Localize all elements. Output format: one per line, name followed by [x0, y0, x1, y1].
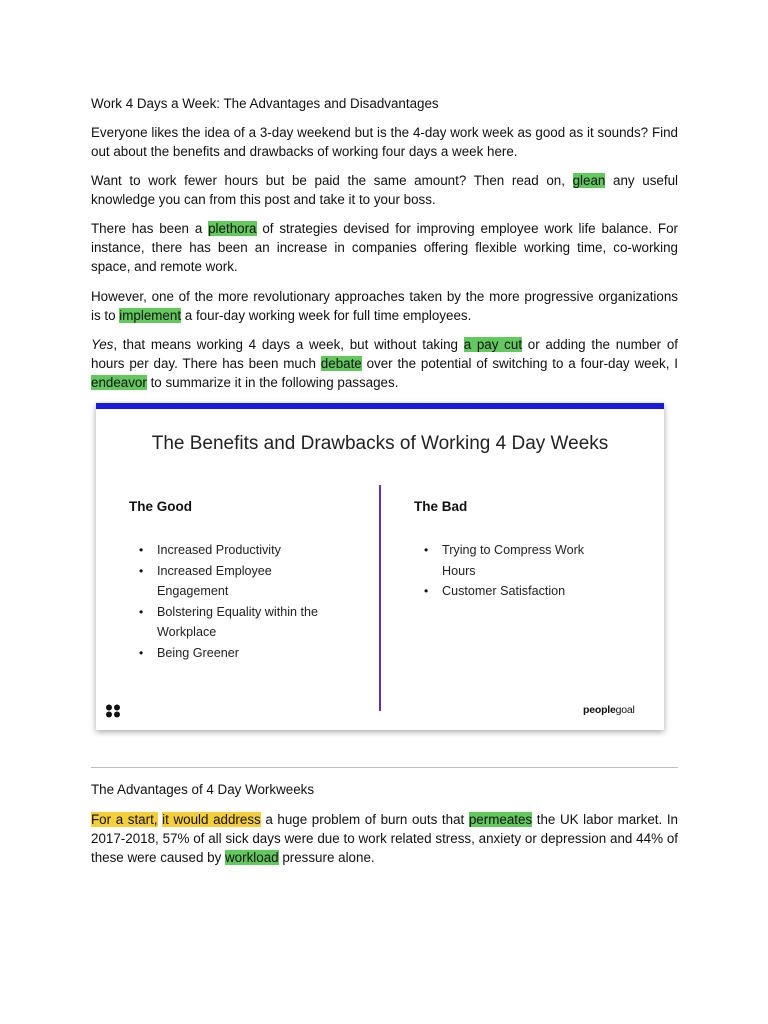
- highlighted-word: plethora: [208, 221, 257, 236]
- highlighted-word: endeavor: [91, 375, 147, 390]
- graphic-title: The Benefits and Drawbacks of Working 4 Day Weeks: [151, 433, 609, 454]
- highlighted-word: glean: [572, 173, 606, 188]
- paragraph-5: Yes, that means working 4 days a week, but without taking a pay cut or adding the number of hours per day. There has been much debate over the potential of switching to a four-day week, I endeavor to summarize it in the following passages.: [91, 337, 678, 390]
- good-list: [136, 540, 346, 664]
- paragraph-4: However, one of the more revolutionary approaches taken by the more progressive organizations is to implement a four-day working week for full time employees.: [91, 289, 678, 323]
- paragraph-6: For a start, it would address a huge problem of burn outs that permeates the UK labor market. In 2017-2018, 57% of all sick days were due to work related stress, anxiety or depression and 44% of these were caused by workload pressure alone.: [91, 812, 678, 865]
- good-list-item: • Increased Employee Engagement: [136, 561, 346, 602]
- highlighted-word: implement: [119, 308, 182, 323]
- brand-wordmark: peoplegoal: [583, 704, 635, 716]
- bad-list: [421, 540, 621, 602]
- paragraph-2: Want to work fewer hours but be paid the same amount? Then read on, glean any useful knowledge you can from this post and take it to your boss.: [91, 173, 679, 207]
- benefits-drawbacks-graphic: [96, 403, 664, 730]
- good-list-item: • Being Greener: [136, 643, 346, 664]
- bad-list-item: • Trying to Compress Work Hours: [421, 540, 621, 581]
- highlighted-word: a pay cut: [463, 337, 523, 352]
- paragraph-3: There has been a plethora of strategies devised for improving employee work life balance. For instance, there has been an increase in companies offering flexible working time, co-working space, and remote work.: [91, 221, 678, 274]
- bad-heading: The Bad: [414, 499, 468, 514]
- document-title: Work 4 Days a Week: The Advantages and Disadvantages: [91, 96, 439, 111]
- highlighted-phrase: it would address: [162, 812, 261, 827]
- column-divider: [379, 485, 381, 711]
- section-divider: [91, 767, 678, 768]
- highlighted-word: debate: [320, 356, 362, 371]
- highlighted-phrase: For a start,: [91, 812, 158, 827]
- good-list-item: • Bolstering Equality within the Workplace: [136, 602, 346, 643]
- good-heading: The Good: [129, 499, 192, 514]
- good-list-item: • Increased Productivity: [136, 540, 346, 561]
- highlighted-word: permeates: [468, 812, 533, 827]
- intro-paragraph: Everyone likes the idea of a 3-day weekend but is the 4-day work week as good as it sounds? Find out about the benefits and drawbacks of working four days a week here.: [91, 125, 678, 159]
- highlighted-word: workload: [225, 850, 279, 865]
- bad-list-item: • Customer Satisfaction: [421, 581, 621, 602]
- graphic-accent-bar: [96, 403, 664, 409]
- section-heading: The Advantages of 4 Day Workweeks: [91, 782, 315, 797]
- peoplegoal-logo-icon: [105, 704, 121, 718]
